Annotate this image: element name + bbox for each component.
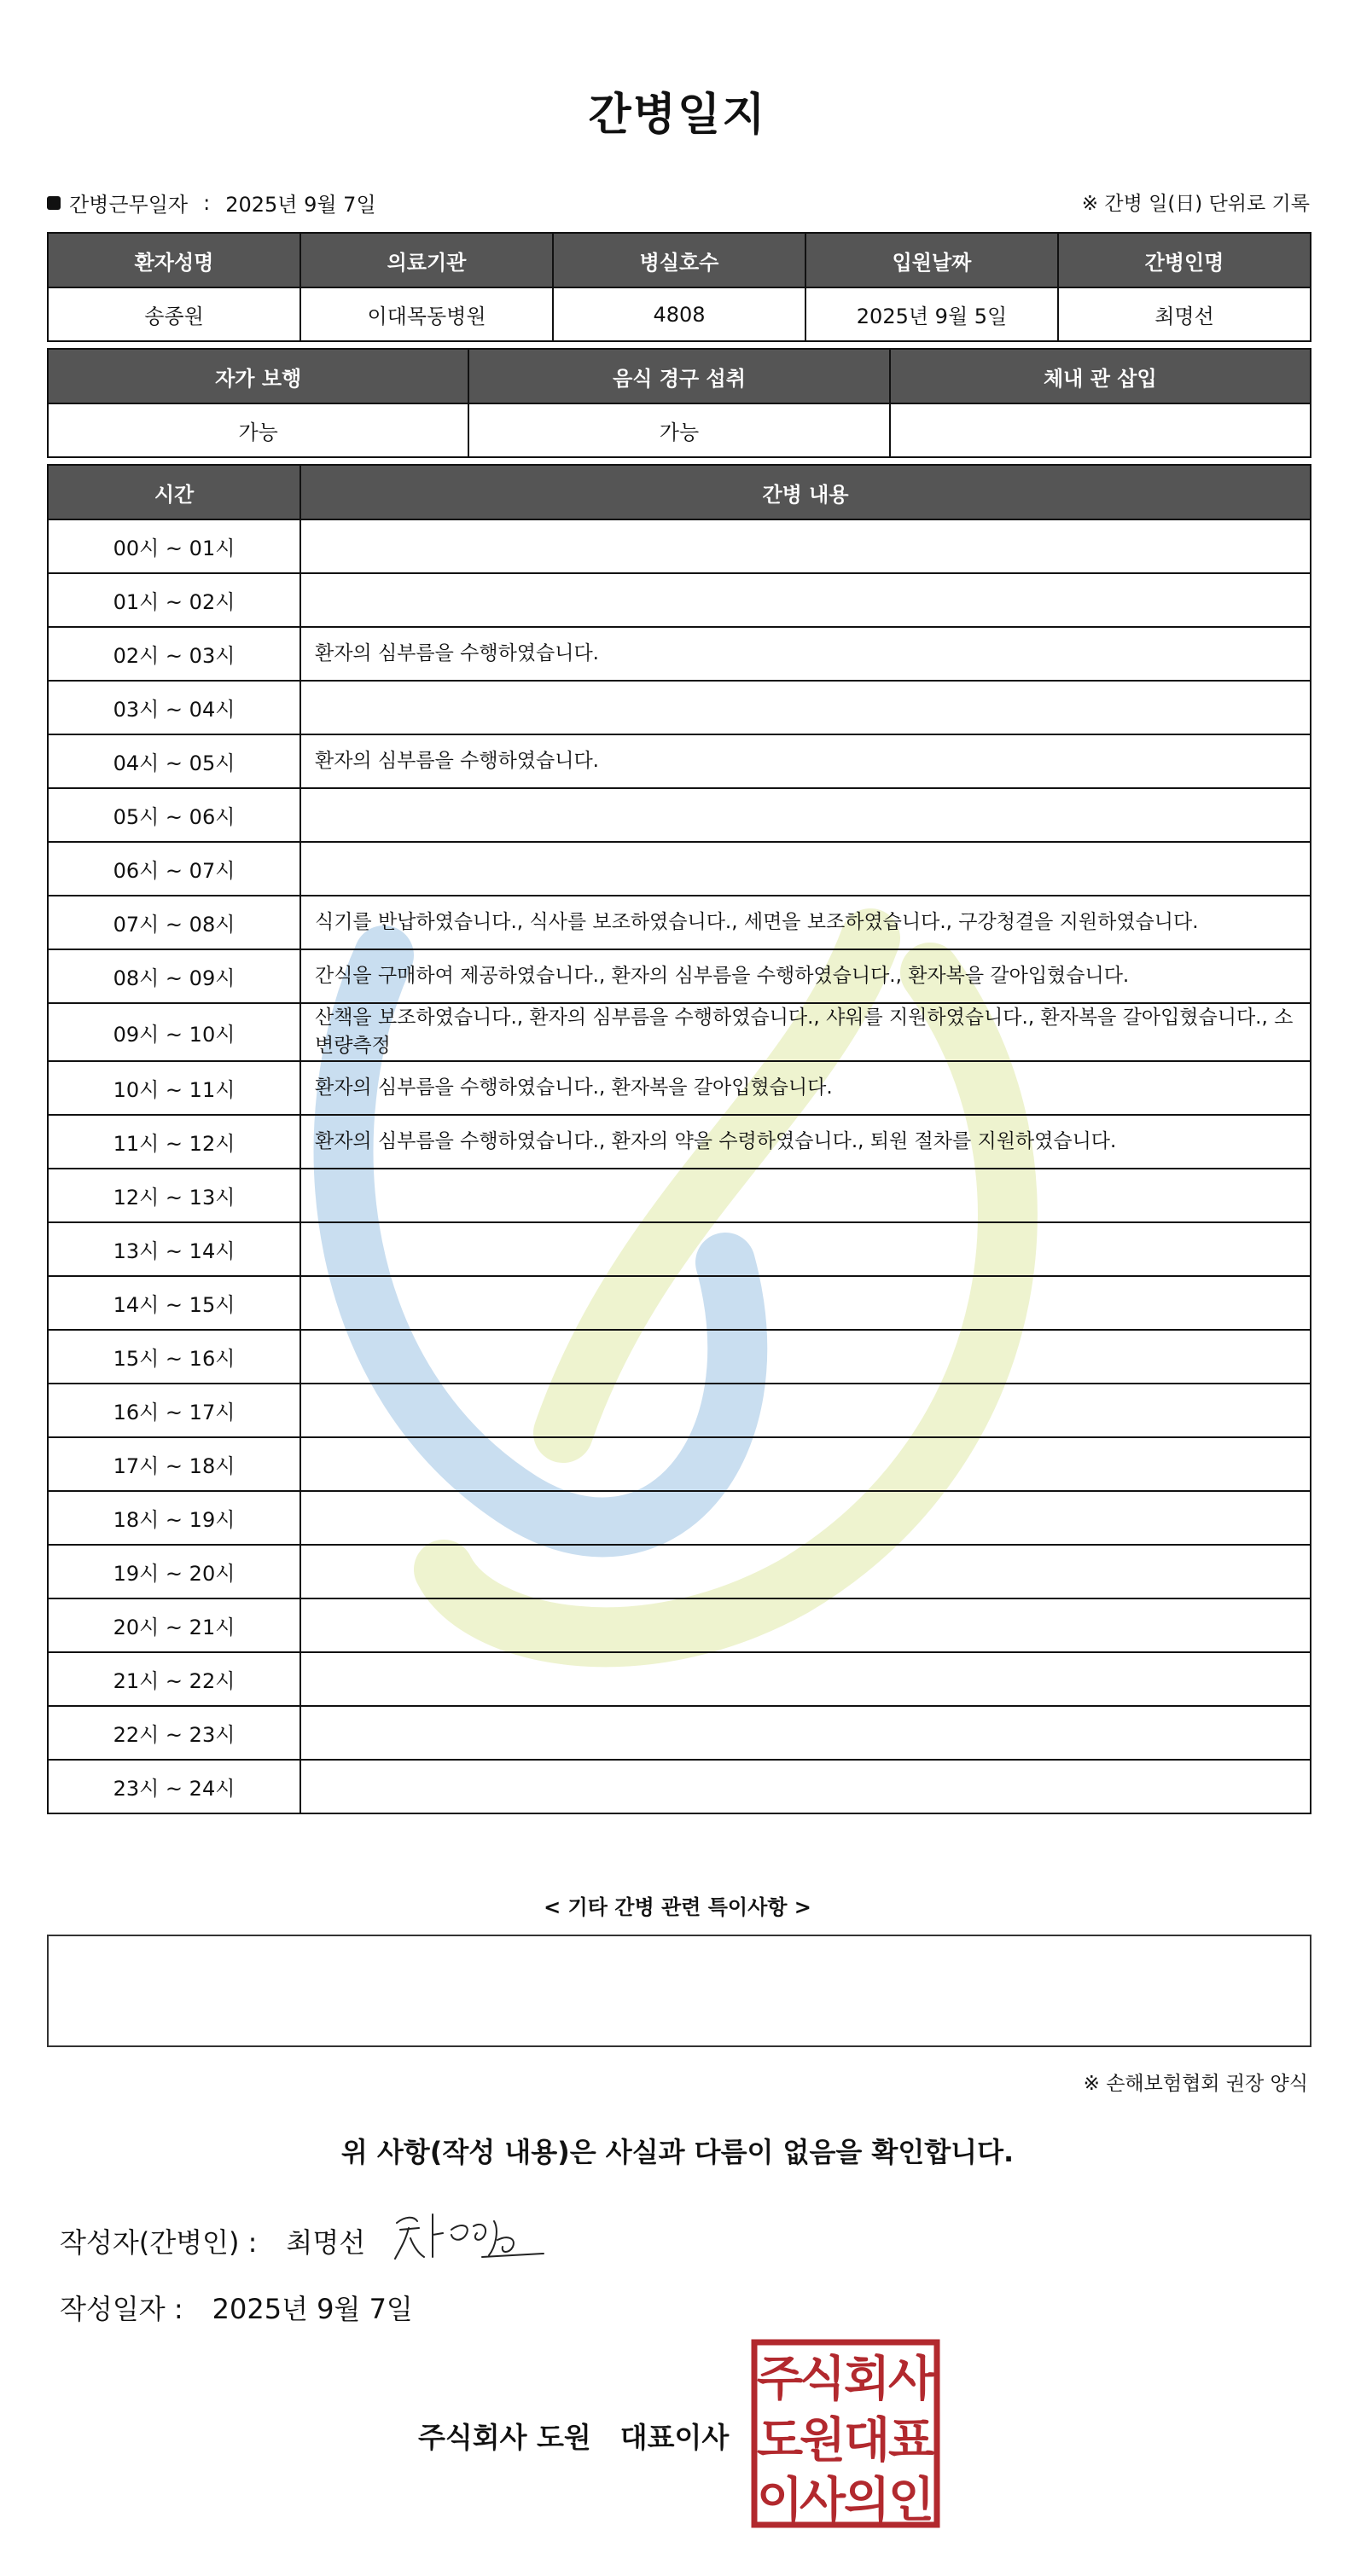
- log-content: 환자의 심부름을 수행하였습니다.: [300, 734, 1311, 788]
- header-care-content: 간병 내용: [300, 465, 1311, 519]
- log-content: [300, 573, 1311, 627]
- log-content: [300, 842, 1311, 896]
- room-number: 4808: [553, 287, 805, 341]
- log-time: 17시 ~ 18시: [48, 1437, 300, 1491]
- log-content: [300, 788, 1311, 842]
- log-row: [48, 949, 1311, 1003]
- seal-glyph: 식: [799, 2352, 846, 2407]
- log-time: 09시 ~ 10시: [48, 1003, 300, 1061]
- header-room: 병실호수: [553, 233, 805, 287]
- hourly-care-log-table: [47, 464, 1311, 1814]
- log-row: [48, 1545, 1311, 1598]
- status-header-row: [48, 349, 1311, 403]
- log-row: [48, 1276, 1311, 1330]
- log-time: 13시 ~ 14시: [48, 1222, 300, 1276]
- seal-glyph: 이: [756, 2473, 804, 2528]
- company-signature: [418, 2416, 729, 2456]
- log-content: [300, 1222, 1311, 1276]
- representative-title: 대표이사: [619, 2421, 730, 2454]
- log-time: 12시 ~ 13시: [48, 1169, 300, 1222]
- written-date-value: 2025년 9월 7일: [212, 2293, 413, 2325]
- patient-name: 송종원: [48, 287, 300, 341]
- log-content: [300, 1384, 1311, 1437]
- header-hospital: 의료기관: [300, 233, 553, 287]
- log-content: [300, 1330, 1311, 1384]
- patient-status-table: [47, 348, 1311, 458]
- header-oral-intake: 음식 경구 섭취: [468, 349, 889, 403]
- seal-glyph: 사: [887, 2352, 935, 2407]
- log-row: [48, 1706, 1311, 1760]
- log-content: 환자의 심부름을 수행하였습니다., 환자의 약을 수령하였습니다., 퇴원 절차를 지원하였습니다.: [300, 1115, 1311, 1169]
- seal-glyph: 의: [843, 2473, 891, 2528]
- log-content: [300, 1598, 1311, 1652]
- form-source-note: ※ 손해보험협회 권장 양식: [1083, 2073, 1308, 2095]
- log-content: [300, 1491, 1311, 1545]
- log-time: 19시 ~ 20시: [48, 1545, 300, 1598]
- header-tube-insertion: 체내 관 삽입: [890, 349, 1311, 403]
- admission-date: 2025년 9월 5일: [805, 287, 1058, 341]
- seal-glyph: 도: [756, 2413, 804, 2469]
- author-name: 최명선: [286, 2226, 366, 2259]
- header-caregiver: 간병인명: [1058, 233, 1311, 287]
- header-self-walking: 자가 보행: [48, 349, 468, 403]
- log-content: 산책을 보조하였습니다., 환자의 심부름을 수행하였습니다., 샤워를 지원하였습니다., 환자복을 갈아입혔습니다., 소변량측정: [300, 1003, 1311, 1061]
- log-content: [300, 1276, 1311, 1330]
- notes-title: < 기타 간병 관련 특이사항 >: [544, 1895, 811, 1919]
- log-row: [48, 842, 1311, 896]
- log-time: 11시 ~ 12시: [48, 1115, 300, 1169]
- log-time: 15시 ~ 16시: [48, 1330, 300, 1384]
- self-walking-value: 가능: [48, 403, 468, 457]
- log-content: [300, 1437, 1311, 1491]
- oral-intake-value: 가능: [468, 403, 889, 457]
- log-content: [300, 1652, 1311, 1706]
- log-time: 20시 ~ 21시: [48, 1598, 300, 1652]
- log-row: [48, 1061, 1311, 1115]
- written-date-label: 작성일자 :: [60, 2293, 183, 2325]
- handwritten-signature: [388, 2204, 550, 2271]
- log-row: [48, 681, 1311, 734]
- confirmation-statement: 위 사항(작성 내용)은 사실과 다름이 없음을 확인합니다.: [340, 2136, 1015, 2168]
- log-row: [48, 1169, 1311, 1222]
- seal-glyph: 원: [799, 2413, 846, 2469]
- square-bullet-icon: [47, 196, 61, 210]
- page-title: 간병일지: [588, 90, 767, 141]
- caregiver-name: 최명선: [1058, 287, 1311, 341]
- log-row: [48, 1222, 1311, 1276]
- header-admission-date: 입원날짜: [805, 233, 1058, 287]
- log-time: 03시 ~ 04시: [48, 681, 300, 734]
- log-time: 16시 ~ 17시: [48, 1384, 300, 1437]
- log-row: [48, 1491, 1311, 1545]
- written-date-row: [60, 2288, 413, 2327]
- log-time: 22시 ~ 23시: [48, 1706, 300, 1760]
- seal-glyphs: [757, 2352, 935, 2528]
- log-body: [48, 519, 1311, 1813]
- log-time: 05시 ~ 06시: [48, 788, 300, 842]
- company-name: 주식회사 도원: [418, 2421, 591, 2454]
- author-row: [60, 2221, 365, 2260]
- log-content: 환자의 심부름을 수행하였습니다.: [300, 627, 1311, 681]
- tube-insertion-value: [890, 403, 1311, 457]
- log-time: 06시 ~ 07시: [48, 842, 300, 896]
- log-header-row: [48, 465, 1311, 519]
- patient-value-row: [48, 287, 1311, 341]
- work-date: [47, 188, 376, 218]
- log-time: 21시 ~ 22시: [48, 1652, 300, 1706]
- log-content: [300, 681, 1311, 734]
- log-content: 환자의 심부름을 수행하였습니다., 환자복을 갈아입혔습니다.: [300, 1061, 1311, 1115]
- author-label: 작성자(간병인) :: [60, 2226, 258, 2259]
- unit-note: ※ 간병 일(日) 단위로 기록: [1081, 193, 1310, 215]
- seal-glyph: 회: [843, 2352, 891, 2407]
- seal-glyph: 주: [756, 2352, 804, 2407]
- status-value-row: [48, 403, 1311, 457]
- hospital-name: 이대목동병원: [300, 287, 553, 341]
- notes-box: [47, 1935, 1311, 2047]
- work-date-value: 2025년 9월 7일: [225, 193, 376, 217]
- seal-glyph: 인: [887, 2473, 935, 2528]
- log-time: 23시 ~ 24시: [48, 1760, 300, 1813]
- header-time: 시간: [48, 465, 300, 519]
- colon: :: [203, 190, 211, 215]
- log-content: 간식을 구매하여 제공하였습니다., 환자의 심부름을 수행하였습니다., 환자복을 갈아입혔습니다.: [300, 949, 1311, 1003]
- seal-glyph: 사: [799, 2473, 846, 2528]
- log-content: [300, 1545, 1311, 1598]
- log-time: 18시 ~ 19시: [48, 1491, 300, 1545]
- log-row: [48, 1384, 1311, 1437]
- log-time: 08시 ~ 09시: [48, 949, 300, 1003]
- log-row: [48, 788, 1311, 842]
- seal-glyph: 대: [843, 2413, 891, 2469]
- log-row: [48, 1003, 1311, 1061]
- log-time: 01시 ~ 02시: [48, 573, 300, 627]
- log-content: [300, 1706, 1311, 1760]
- log-time: 14시 ~ 15시: [48, 1276, 300, 1330]
- log-content: [300, 519, 1311, 573]
- log-row: [48, 1652, 1311, 1706]
- log-content: [300, 1169, 1311, 1222]
- log-time: 02시 ~ 03시: [48, 627, 300, 681]
- log-row: [48, 734, 1311, 788]
- header-patient-name: 환자성명: [48, 233, 300, 287]
- log-row: [48, 1437, 1311, 1491]
- patient-info-table: [47, 232, 1311, 342]
- log-time: 07시 ~ 08시: [48, 896, 300, 949]
- patient-header-row: [48, 233, 1311, 287]
- log-row: [48, 1598, 1311, 1652]
- log-row: [48, 896, 1311, 949]
- log-time: 10시 ~ 11시: [48, 1061, 300, 1115]
- work-date-row: [47, 188, 1310, 217]
- log-time: 00시 ~ 01시: [48, 519, 300, 573]
- seal-glyph: 표: [887, 2413, 935, 2469]
- log-content: 식기를 반납하였습니다., 식사를 보조하였습니다., 세면을 보조하였습니다., 구강청결을 지원하였습니다.: [300, 896, 1311, 949]
- company-seal-stamp: [751, 2339, 940, 2528]
- log-time: 04시 ~ 05시: [48, 734, 300, 788]
- log-row: [48, 627, 1311, 681]
- log-row: [48, 1760, 1311, 1813]
- work-date-label: 간병근무일자: [69, 193, 189, 217]
- log-content: [300, 1760, 1311, 1813]
- log-row: [48, 1330, 1311, 1384]
- log-row: [48, 573, 1311, 627]
- log-row: [48, 519, 1311, 573]
- log-row: [48, 1115, 1311, 1169]
